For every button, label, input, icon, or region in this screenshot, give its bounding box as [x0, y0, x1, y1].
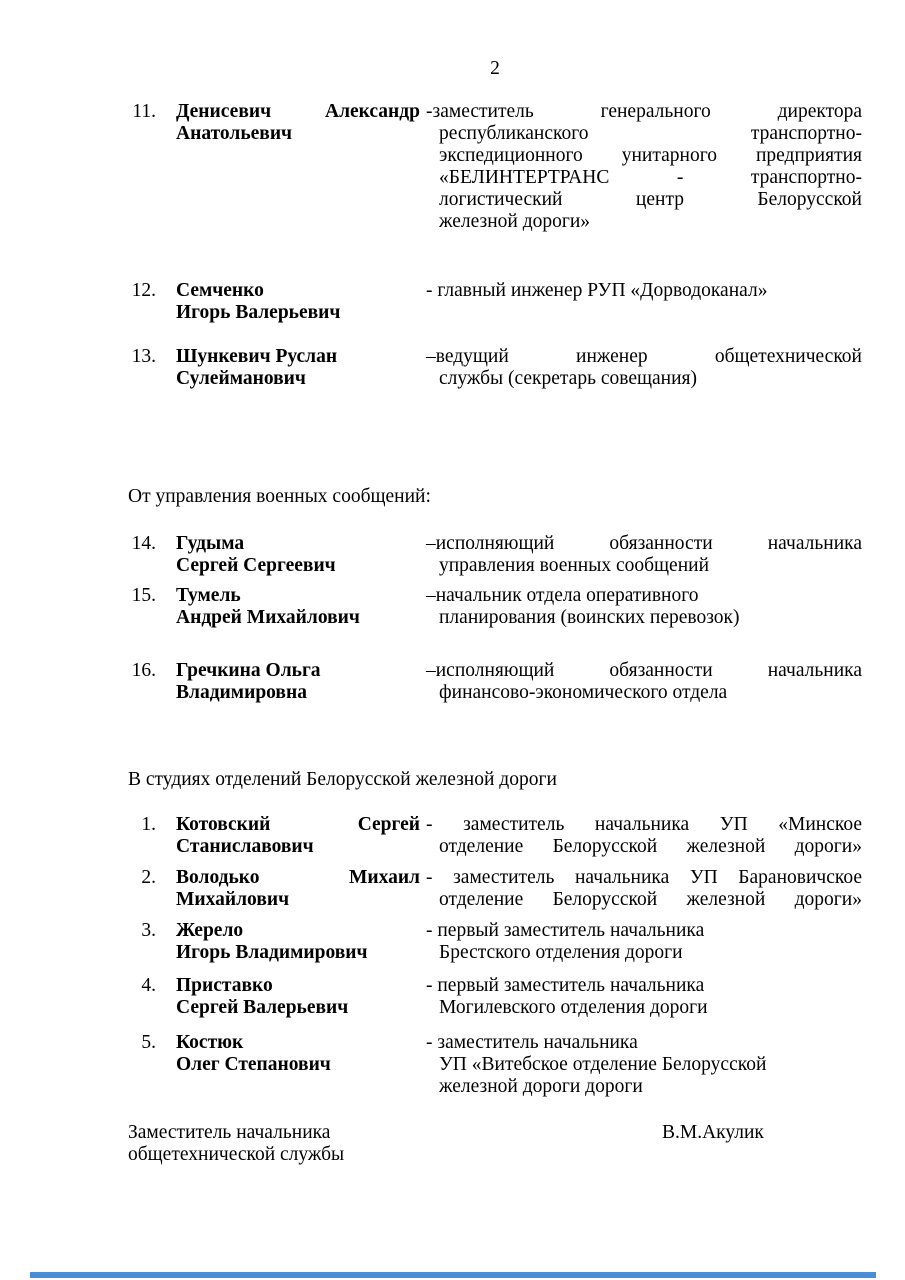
text-line: Андрей Михайлович: [176, 607, 360, 628]
text-line: –исполняющий обязанности начальника: [426, 533, 862, 554]
text-line: логистический центр Белорусской: [439, 189, 862, 210]
item-number: 1.: [141, 814, 156, 835]
signature-name: В.М.Акулик: [662, 1122, 764, 1143]
text-line: Шункевич Руслан: [176, 346, 338, 367]
text-line: –ведущий инженер общетехнической: [426, 346, 862, 367]
list-item: [128, 101, 862, 233]
item-number: 4.: [141, 975, 156, 996]
item-description: [426, 920, 862, 964]
list-item: [128, 814, 862, 858]
item-number: 5.: [141, 1032, 156, 1053]
text-line: Анатольевич: [176, 123, 293, 144]
list-item: [128, 1032, 862, 1098]
text-line: Заместитель начальника: [128, 1122, 331, 1143]
item-name: [176, 101, 420, 145]
text-line: Тумель: [176, 585, 241, 606]
text-line: Игорь Валерьевич: [176, 302, 341, 323]
text-line: Могилевского отделения дороги: [439, 997, 708, 1018]
text-line: Брестского отделения дороги: [439, 942, 683, 963]
text-line: Сергей Валерьевич: [176, 997, 349, 1018]
text-line: управления военных сообщений: [439, 555, 710, 576]
item-description: [426, 660, 862, 704]
text-line: Денисевич Александр: [176, 101, 420, 122]
text-line: экспедиционного унитарного предприятия: [439, 145, 862, 166]
item-name: [176, 585, 420, 629]
text-line: республиканского транспортно-: [439, 123, 862, 144]
text-line: Сергей Сергеевич: [176, 555, 336, 576]
item-number: 12.: [131, 280, 156, 301]
item-description: [426, 867, 862, 911]
signature-block: [128, 1122, 862, 1166]
text-line: Котовский Сергей: [176, 814, 420, 835]
item-name: [176, 280, 420, 324]
item-description: [426, 280, 862, 302]
text-line: - заместитель начальника УП «Минское: [426, 814, 862, 835]
text-line: Костюк: [176, 1032, 244, 1053]
item-name: [176, 346, 420, 390]
item-number: 13.: [131, 346, 156, 367]
text-line: -заместитель генерального директора: [426, 101, 862, 122]
page-number: 2: [490, 58, 500, 79]
section-heading: В студиях отделений Белорусской железной дороги: [128, 769, 557, 790]
item-description: [426, 346, 862, 390]
item-number: 15.: [131, 585, 156, 606]
text-line: Олег Степанович: [176, 1054, 331, 1075]
text-line: - заместитель начальника: [426, 1032, 638, 1053]
text-line: Гречкина Ольга: [176, 660, 321, 681]
list-item: [128, 660, 862, 704]
item-description: [426, 533, 862, 577]
text-line: - заместитель начальника УП Барановичское: [426, 867, 862, 888]
text-line: отделение Белорусской железной дороги»: [439, 889, 862, 910]
text-line: - первый заместитель начальника: [426, 920, 705, 941]
text-line: Станиславович: [176, 836, 314, 857]
item-description: [426, 814, 862, 858]
list-item: [128, 585, 862, 629]
item-name: [176, 1032, 420, 1076]
text-line: Владимировна: [176, 682, 307, 703]
text-line: Гудыма: [176, 533, 245, 554]
item-description: [426, 975, 862, 1019]
list-item: [128, 280, 862, 324]
item-name: [176, 533, 420, 577]
text-line: «БЕЛИНТЕРТРАНС - транспортно-: [439, 167, 862, 188]
text-line: финансово-экономического отдела: [439, 682, 728, 703]
text-line: Жерело: [176, 920, 244, 941]
item-number: 11.: [132, 101, 156, 122]
item-name: [176, 920, 420, 964]
item-number: 2.: [141, 867, 156, 888]
item-name: [176, 660, 420, 704]
list-item: [128, 533, 862, 577]
text-line: железной дороги дороги: [439, 1076, 643, 1097]
text-line: Сулейманович: [176, 368, 306, 389]
text-line: УП «Витебское отделение Белорусской: [439, 1054, 767, 1075]
item-number: 3.: [141, 920, 156, 941]
text-line: службы (секретарь совещания): [439, 368, 698, 389]
item-number: 14.: [131, 533, 156, 554]
text-line: - главный инженер РУП «Дорводоканал»: [426, 280, 768, 301]
item-name: [176, 814, 420, 858]
item-description: [426, 1032, 862, 1098]
item-name: [176, 975, 420, 1019]
text-line: железной дороги»: [439, 211, 591, 232]
item-name: [176, 867, 420, 911]
text-line: - первый заместитель начальника: [426, 975, 705, 996]
item-description: [426, 585, 862, 629]
document-content: [128, 0, 862, 1166]
item-description: [426, 101, 862, 233]
text-line: Игорь Владимирович: [176, 942, 368, 963]
text-line: общетехнической службы: [128, 1144, 345, 1165]
text-line: отделение Белорусской железной дороги»: [439, 836, 862, 857]
list-item: [128, 346, 862, 390]
section-heading: От управления военных сообщений:: [128, 486, 431, 507]
text-line: –исполняющий обязанности начальника: [426, 660, 862, 681]
item-number: 16.: [131, 660, 156, 681]
bottom-accent-bar: [30, 1272, 876, 1278]
text-line: Володько Михаил: [176, 867, 420, 888]
list-item: [128, 975, 862, 1019]
text-line: планирования (воинских перевозок): [439, 607, 740, 628]
text-line: Приставко: [176, 975, 273, 996]
text-line: Семченко: [176, 280, 264, 301]
text-line: Михайлович: [176, 889, 290, 910]
list-item: [128, 867, 862, 911]
list-item: [128, 920, 862, 964]
text-line: –начальник отдела оперативного: [426, 585, 699, 606]
